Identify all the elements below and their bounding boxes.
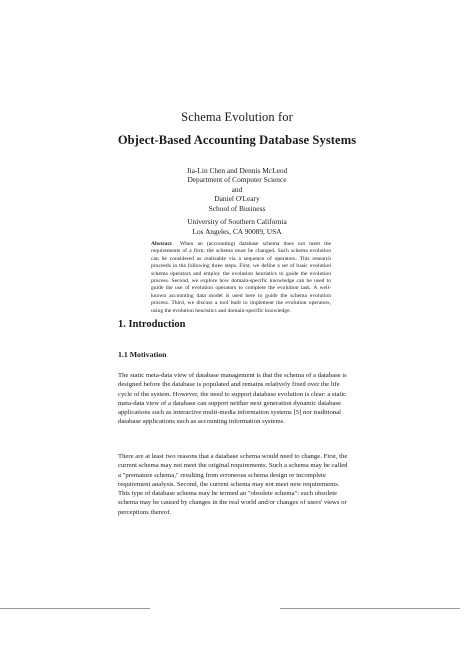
subsection-heading: 1.1 Motivation bbox=[118, 350, 167, 359]
affiliation-block bbox=[0, 217, 474, 236]
paragraph-line: The static meta-data view of database management is that the schema of a database is bbox=[118, 372, 347, 379]
author-school: School of Business bbox=[208, 203, 266, 213]
paragraph-line: designed before the database is populated and remains relatively fixed over the life bbox=[118, 381, 340, 389]
affiliation-address: Los Angeles, CA 90089, USA bbox=[192, 226, 282, 236]
author-block bbox=[0, 166, 474, 213]
paper-title-line-1: Schema Evolution for bbox=[181, 110, 293, 124]
paper-title-line-2: Object-Based Accounting Database Systems bbox=[117, 133, 357, 147]
paragraph-line: meta-data view of a database can support neither next generation dynamic database bbox=[118, 399, 342, 407]
abstract bbox=[151, 241, 331, 315]
paragraph-motivation-1 bbox=[118, 371, 362, 427]
paragraph-line: requirement analysis. Second, the current schema may not meet new requirements. bbox=[118, 480, 340, 488]
paragraph-line: cycle of the system. However, the need to support database evolution is clear: a static bbox=[118, 390, 347, 398]
paragraph-line: perceptions thereof. bbox=[118, 508, 172, 516]
scan-artifact-line bbox=[0, 608, 150, 609]
author-conjunction: and bbox=[231, 184, 243, 194]
paragraph-line: schema may be caused by changes in the real world and/or changes of users' views or bbox=[118, 499, 347, 507]
affiliation-university: University of Southern California bbox=[187, 217, 287, 226]
paragraph-line: database applications such as accounting information systems. bbox=[118, 418, 285, 426]
scan-artifact-line bbox=[280, 608, 460, 609]
paragraph-line: This type of database schema may be termed an "obsolete schema": such obsolete bbox=[118, 490, 338, 498]
section-heading: 1. Introduction bbox=[118, 319, 186, 330]
abstract-text: When an (accounting) database schema does not meet the requirements of a firm, the schema must be changed. Such schema evolution can be considered as realizable via a sequence of operators. This research proceeds in the following three steps. First, we define a set of basic evolution schema operators and employ the evolution heuristics to guide the evolution process. Second, we explore how domain-specific knowledge can be used to guide the use of evolution operators to complete the evolution task. A well-known accounting data model is used here to guide the schema evolution process. Third, we discuss a tool built to implement the evolution operators, using the evolution heuristics and domain-specific knowledge. bbox=[151, 241, 331, 314]
author-name-second: Daniel O'Leary bbox=[214, 194, 260, 204]
paragraph-line: There are at least two reasons that a database schema would need to change. First, the bbox=[118, 453, 348, 460]
paragraph-motivation-2 bbox=[118, 452, 362, 517]
paragraph-line: current schema may not meet the original requirements. Such a schema may be called bbox=[118, 462, 348, 470]
paragraph-line: applications such as interactive multi-media information systems [5] nor traditional bbox=[118, 409, 342, 417]
author-names: Jia-Lin Chen and Dennis McLeod bbox=[186, 166, 288, 175]
abstract-label: Abstract bbox=[151, 241, 172, 247]
author-department: Department of Computer Science bbox=[187, 175, 287, 185]
paragraph-line: a "premature schema," resulting from erroneous schema design or incomplete bbox=[118, 471, 326, 479]
